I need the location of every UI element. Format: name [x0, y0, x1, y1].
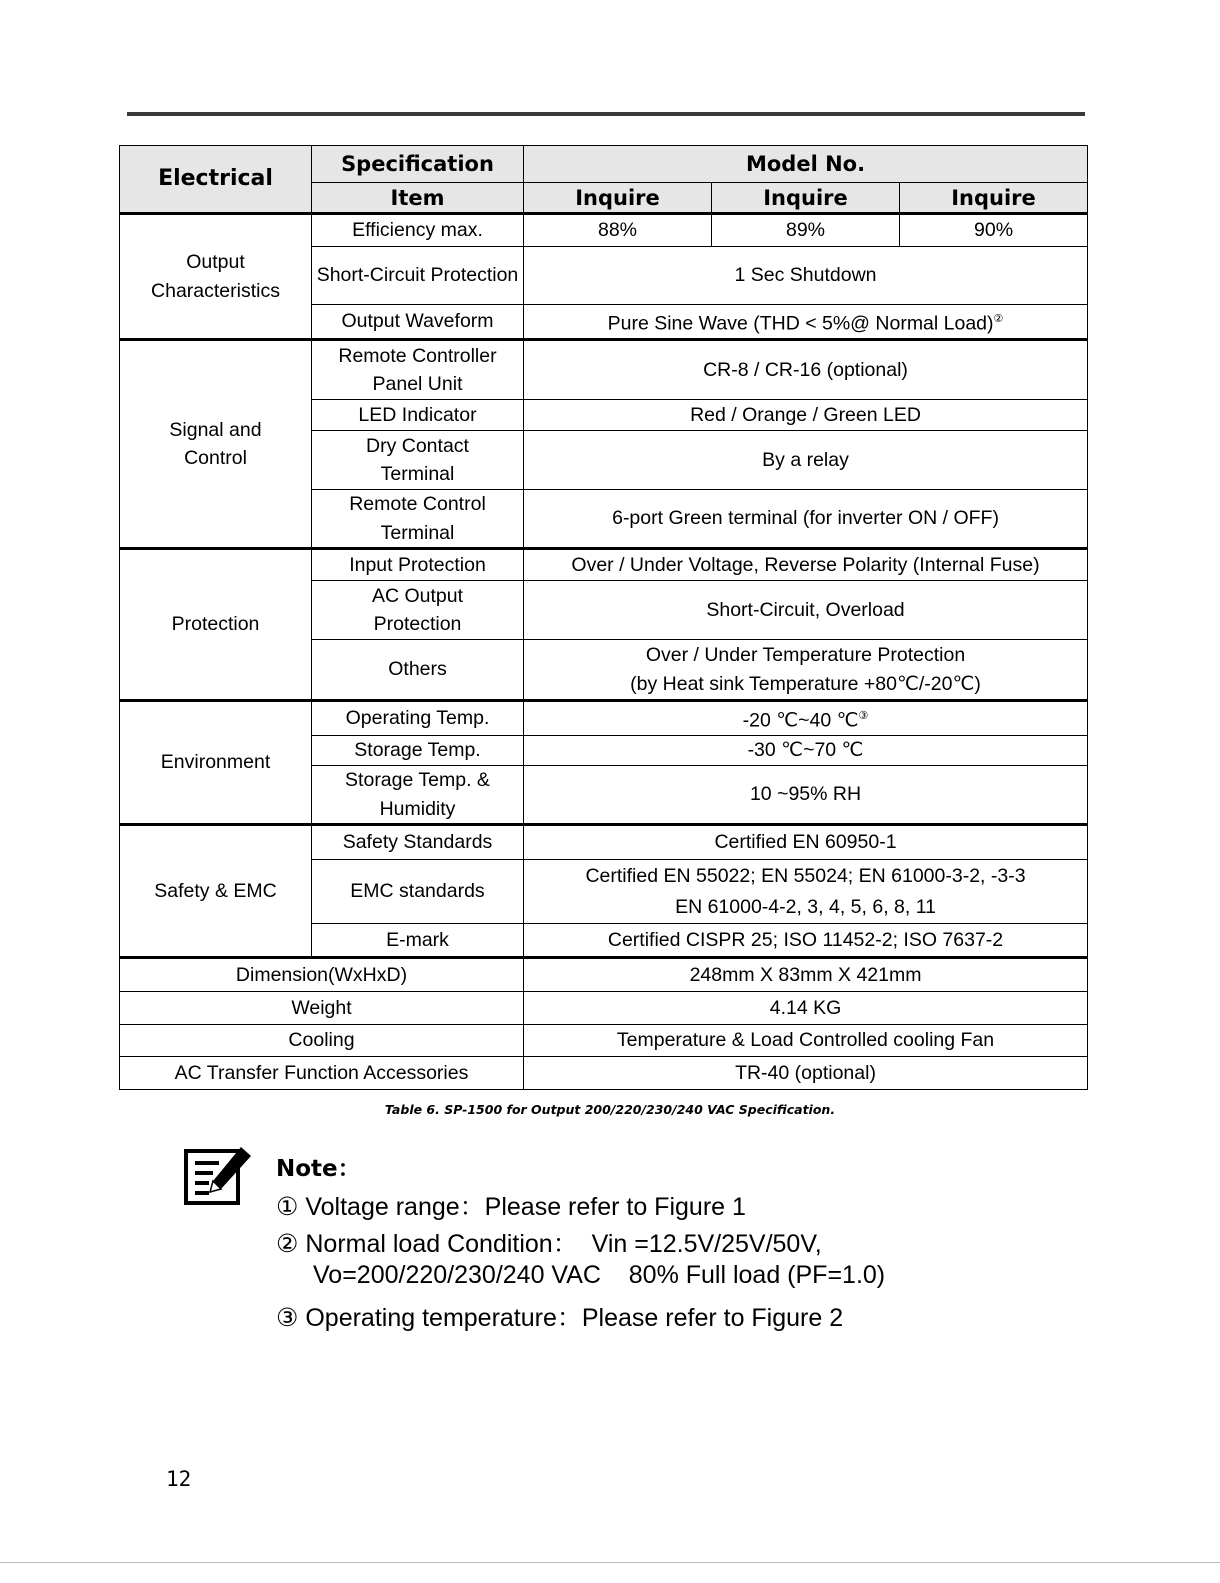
note-line-3: Vo=200/220/230/240 VAC 80% Full load (PF=1.0)	[313, 1261, 886, 1289]
value-cooling: Temperature & Load Controlled cooling Fan	[524, 1025, 1088, 1057]
item-input-protection: Input Protection	[312, 549, 524, 581]
value-weight: 4.14 KG	[524, 992, 1088, 1025]
item-storage-temp: Storage Temp.	[312, 736, 524, 766]
item-led-indicator: LED Indicator	[312, 400, 524, 431]
value-emc-standards	[524, 860, 1088, 924]
value-input-protection: Over / Under Voltage, Reverse Polarity (Internal Fuse)	[524, 549, 1088, 581]
value-efficiency-3: 90%	[900, 214, 1088, 247]
others-line-2: (by Heat sink Temperature +80℃/-20℃)	[630, 672, 981, 695]
value-emark: Certified CISPR 25; ISO 11452-2; ISO 7637-2	[524, 924, 1088, 958]
header-model-no: Model No.	[524, 146, 1088, 183]
note-line-2: ② Normal load Condition： Vin =12.5V/25V/50V,	[276, 1230, 822, 1258]
note-line-1: ① Voltage range：Please refer to Figure 1	[276, 1193, 746, 1221]
header-model-1: Inquire	[524, 183, 712, 214]
header-specification: Specification	[312, 146, 524, 183]
value-dimension: 248mm X 83mm X 421mm	[524, 958, 1088, 992]
item-short-circuit: Short-Circuit Protection	[312, 247, 524, 305]
page-number: 12	[166, 1467, 192, 1491]
note-pencil-icon	[183, 1145, 253, 1207]
waveform-text: Pure Sine Wave (THD < 5%@ Normal Load)	[607, 312, 994, 335]
value-operating-temp	[524, 701, 1088, 736]
note-line-4: ③ Operating temperature：Please refer to Figure 2	[276, 1304, 844, 1332]
header-model-2: Inquire	[712, 183, 900, 214]
table-caption: Table 6. SP-1500 for Output 200/220/230/240 VAC Specification.	[384, 1102, 836, 1117]
value-output-waveform	[524, 305, 1088, 340]
emc-line-2: EN 61000-4-2, 3, 4, 5, 6, 8, 11	[675, 895, 936, 918]
value-ac-output-protection: Short-Circuit, Overload	[524, 581, 1088, 640]
item-output-waveform: Output Waveform	[312, 305, 524, 340]
item-ac-output-protection: AC Output Protection	[312, 581, 524, 640]
item-remote-terminal: Remote Control Terminal	[312, 490, 524, 549]
value-short-circuit: 1 Sec Shutdown	[524, 247, 1088, 305]
group-output-characteristics: Output Characteristics	[120, 214, 312, 340]
item-cooling: Cooling	[120, 1025, 524, 1057]
item-efficiency: Efficiency max.	[312, 214, 524, 247]
item-others: Others	[312, 640, 524, 701]
emc-line-1: Certified EN 55022; EN 55024; EN 61000-3-2, -3-3	[585, 864, 1026, 887]
item-ac-transfer: AC Transfer Function Accessories	[120, 1057, 524, 1090]
item-safety-standards: Safety Standards	[312, 825, 524, 860]
item-emc-standards: EMC standards	[312, 860, 524, 924]
value-led-indicator: Red / Orange / Green LED	[524, 400, 1088, 431]
value-efficiency-1: 88%	[524, 214, 712, 247]
spec-table	[119, 145, 1088, 1090]
value-ac-transfer: TR-40 (optional)	[524, 1057, 1088, 1090]
others-line-1: Over / Under Temperature Protection	[645, 644, 966, 666]
header-model-3: Inquire	[900, 183, 1088, 214]
value-safety-standards: Certified EN 60950-1	[524, 825, 1088, 860]
group-safety-emc: Safety & EMC	[120, 825, 312, 958]
item-dimension: Dimension(WxHxD)	[120, 958, 524, 992]
header-item: Item	[312, 183, 524, 214]
item-weight: Weight	[120, 992, 524, 1025]
value-storage-humidity: 10 ~95% RH	[524, 766, 1088, 825]
item-remote-panel: Remote Controller Panel Unit	[312, 340, 524, 400]
item-storage-humidity: Storage Temp. & Humidity	[312, 766, 524, 825]
op-temp-footnote: ③	[858, 710, 869, 722]
value-storage-temp: -30 ℃~70 ℃	[524, 736, 1088, 766]
item-operating-temp: Operating Temp.	[312, 701, 524, 736]
item-dry-contact: Dry Contact Terminal	[312, 431, 524, 490]
item-emark: E-mark	[312, 924, 524, 958]
group-environment: Environment	[120, 701, 312, 825]
value-dry-contact: By a relay	[524, 431, 1088, 490]
op-temp-text: -20 ℃~40 ℃	[742, 709, 859, 732]
waveform-footnote: ②	[993, 313, 1004, 325]
value-efficiency-2: 89%	[712, 214, 900, 247]
value-others	[524, 640, 1088, 701]
top-rule	[127, 112, 1085, 116]
header-electrical: Electrical	[120, 146, 312, 214]
value-remote-terminal: 6-port Green terminal (for inverter ON / OFF)	[524, 490, 1088, 549]
value-remote-panel: CR-8 / CR-16 (optional)	[524, 340, 1088, 400]
note-title: Note：	[276, 1156, 361, 1182]
bottom-rule	[0, 1562, 1220, 1563]
group-protection: Protection	[120, 549, 312, 701]
group-signal-control: Signal and Control	[120, 340, 312, 549]
